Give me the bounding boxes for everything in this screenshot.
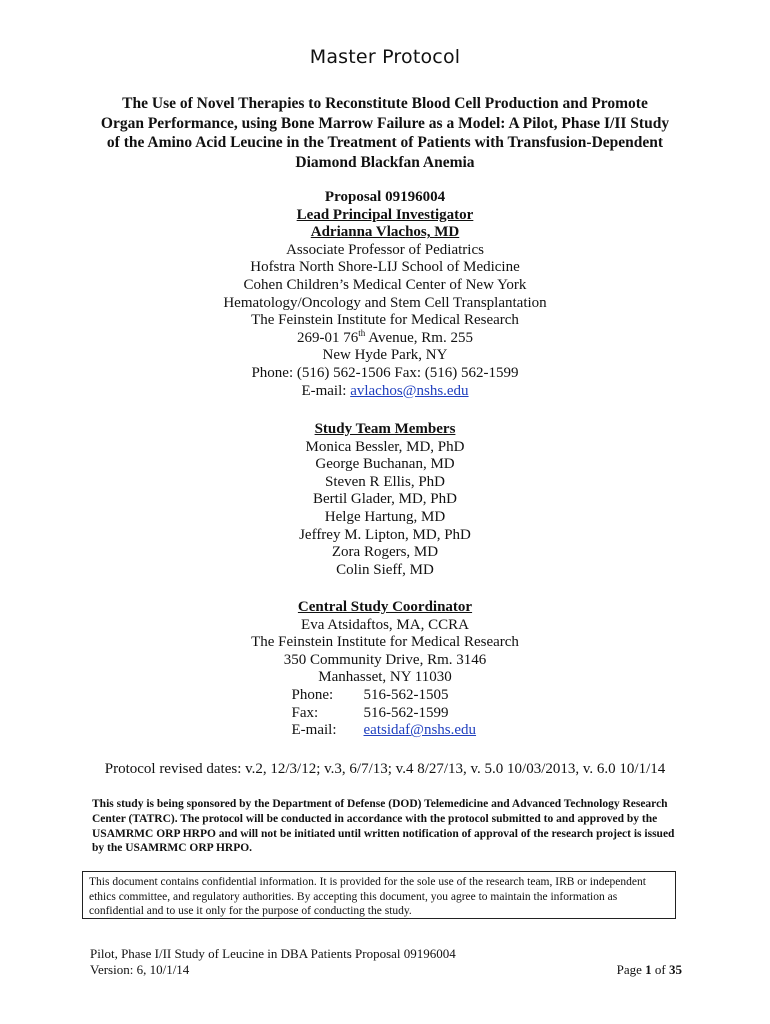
fax-label: Fax: — [291, 704, 319, 721]
team-member: Helge Hartung, MD — [324, 508, 446, 525]
page-prefix: Page — [616, 962, 646, 977]
email-label: E-mail: — [291, 722, 337, 739]
coordinator-email-link[interactable]: eatsidaf@nshs.edu — [363, 722, 477, 739]
revision-dates: Protocol revised dates: v.2, 12/3/12; v.3, 6/7/13; v.4 8/27/13, v. 5.0 10/03/2013, v. 6.0 10/1/14 — [104, 761, 666, 777]
coordinator-email-row — [0, 722, 770, 740]
coordinator-heading: Central Study Coordinator — [297, 599, 473, 615]
lead-line: The Feinstein Institute for Medical Research — [251, 312, 519, 329]
page-number — [617, 962, 682, 978]
page-of: of — [651, 962, 669, 977]
study-team-heading: Study Team Members — [314, 421, 456, 437]
coordinator-city: Manhasset, NY 11030 — [318, 669, 452, 686]
page-title: Master Protocol — [309, 46, 461, 68]
coordinator-block — [0, 599, 770, 740]
team-member: Zora Rogers, MD — [331, 544, 439, 561]
footer-left — [90, 946, 456, 978]
study-team-block — [0, 421, 770, 579]
lead-city: New Hyde Park, NY — [322, 347, 448, 364]
lead-line: Hematology/Oncology and Stem Cell Transplantation — [223, 294, 547, 311]
lead-email-line — [0, 383, 770, 401]
lead-line: Hofstra North Shore-LIJ School of Medicine — [250, 259, 520, 276]
footer-study-line: Pilot, Phase I/II Study of Leucine in DBA Patients Proposal 09196004 — [90, 946, 456, 961]
current-page: 1 — [645, 962, 652, 977]
coordinator-org: The Feinstein Institute for Medical Research — [251, 634, 519, 651]
address-street: Avenue, Rm. 255 — [365, 329, 473, 346]
address-number: 269-01 76 — [297, 329, 359, 346]
address-suffix: th — [358, 327, 366, 338]
proposal-number: Proposal 09196004 — [324, 189, 446, 205]
lead-line: Cohen Children’s Medical Center of New York — [243, 276, 527, 293]
email-label: E-mail: — [301, 382, 351, 399]
coordinator-address: 350 Community Drive, Rm. 3146 — [283, 651, 487, 668]
lead-phone: Phone: (516) 562-1506 Fax: (516) 562-1599 — [251, 364, 519, 381]
phone-label: Phone: — [291, 686, 334, 703]
team-member: Bertil Glader, MD, PhD — [313, 491, 457, 508]
lead-investigator-name: Adrianna Vlachos, MD — [310, 224, 460, 241]
study-title: The Use of Novel Therapies to Reconstitute Blood Cell Production and Promote Organ Performance, using Bone Marrow Failure as a Model: A Pilot, Phase I/II Study of the Amino Acid Leucine in the Treatment of Patients with Transfusion-Dependent Diamond Blackfan Anemia — [100, 95, 670, 171]
team-member: Colin Sieff, MD — [336, 561, 434, 578]
total-pages: 35 — [669, 962, 682, 977]
team-member: Steven R Ellis, PhD — [324, 473, 445, 490]
team-member: Monica Bessler, MD, PhD — [305, 438, 465, 455]
team-member: George Buchanan, MD — [315, 456, 455, 473]
fax-value: 516-562-1599 — [363, 704, 449, 721]
confidentiality-box: This document contains confidential information. It is provided for the sole use of the research team, IRB or independent ethics committee, and regulatory authorities. By accepting this document, you agree to maintain the information as confidential and to use it only for the purpose of conducting the study. — [82, 871, 676, 919]
phone-value: 516-562-1505 — [363, 686, 449, 703]
footer-version: Version: 6, 10/1/14 — [90, 962, 190, 977]
coordinator-name: Eva Atsidaftos, MA, CCRA — [301, 616, 469, 633]
lead-line: Associate Professor of Pediatrics — [286, 241, 484, 258]
lead-address — [0, 327, 770, 348]
lead-investigator-block — [0, 189, 770, 400]
coordinator-fax-row — [0, 705, 770, 723]
sponsor-note: This study is being sponsored by the Department of Defense (DOD) Telemedicine and Advanced Technology Research Center (TATRC). The protocol will be conducted in accordance with the protocol submitted to and approved by the USAMRMC ORP HRPO and will not be initiated until written notification of approval of the research project is issued by the USAMRMC ORP HRPO. — [92, 798, 675, 855]
team-member: Jeffrey M. Lipton, MD, PhD — [299, 526, 471, 543]
coordinator-phone-row — [0, 687, 770, 705]
lead-email-link[interactable]: avlachos@nshs.edu — [350, 382, 469, 399]
lead-investigator-heading: Lead Principal Investigator — [296, 206, 474, 223]
